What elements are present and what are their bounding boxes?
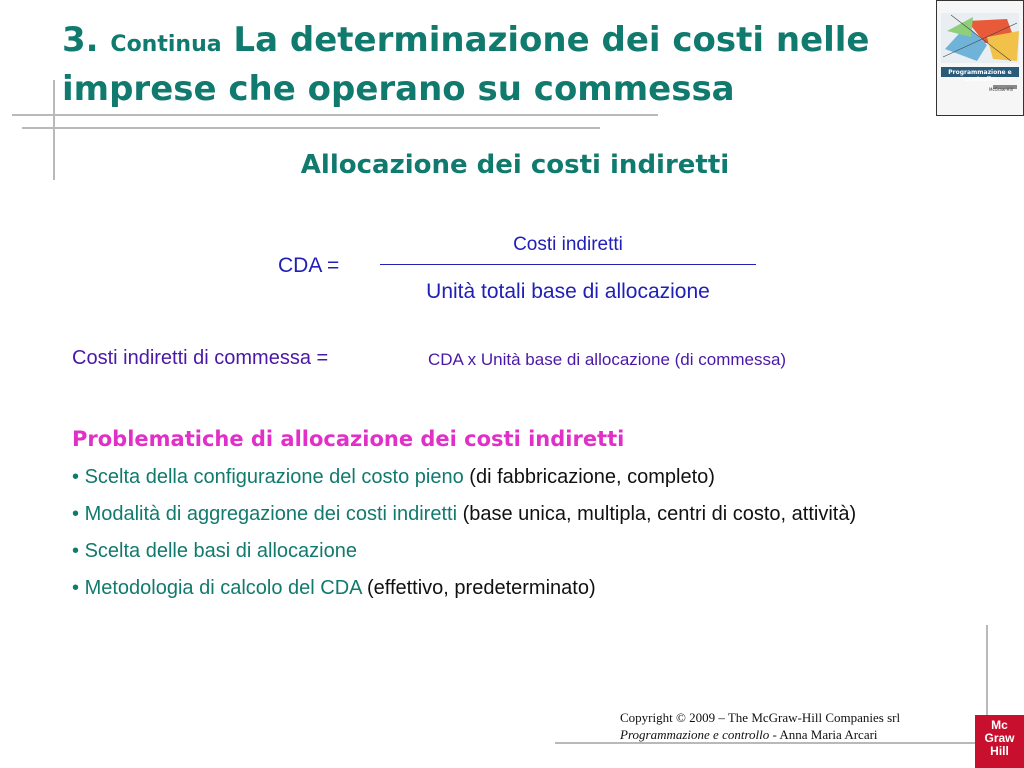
commessa-value: CDA x Unità base di allocazione (di commessa): [428, 350, 787, 369]
list-item: [72, 463, 942, 491]
logo-line-2: Graw: [984, 731, 1015, 745]
bullet-icon: •: [72, 503, 80, 525]
bullet-icon: •: [72, 540, 80, 562]
item-tail: (base unica, multipla, centri di costo, attività): [462, 503, 857, 525]
book-title: Programmazione e controllo: [620, 727, 770, 742]
formula-numerator: Costi indiretti: [513, 234, 623, 255]
problems-title: Problematiche di allocazione dei costi indiretti: [72, 427, 625, 451]
mcgraw-hill-logo: [975, 715, 1024, 768]
copyright-text: Copyright © 2009 – The McGraw-Hill Companies srl: [620, 710, 901, 725]
fraction-bar: [380, 264, 756, 265]
item-highlight: Modalità di aggregazione dei costi indiretti: [84, 503, 458, 525]
item-highlight: Scelta delle basi di allocazione: [84, 540, 357, 562]
book-cover-image: [936, 0, 1024, 116]
decor-line-top: [12, 114, 658, 116]
author-name: - Anna Maria Arcari: [772, 727, 878, 742]
cover-art-icon: [937, 1, 1023, 115]
copyright-notice: [620, 709, 970, 743]
formula-denominator: Unità totali base di allocazione: [426, 280, 710, 303]
title-text: La determinazione dei costi nelle imprese che operano su commessa: [62, 20, 870, 109]
cover-title: Programmazione e controllo: [948, 69, 1012, 83]
list-item: [72, 574, 942, 602]
logo-line-1: Mc: [991, 718, 1008, 732]
page-title: [62, 18, 932, 111]
bullet-icon: •: [72, 466, 80, 488]
item-highlight: Metodologia di calcolo del CDA: [84, 577, 362, 599]
section-number: 3.: [62, 20, 99, 60]
continua-label: Continua: [110, 32, 222, 57]
item-highlight: Scelta della configurazione del costo pieno: [84, 466, 464, 488]
book-credit: [620, 726, 970, 743]
section-subtitle: Allocazione dei costi indiretti: [300, 150, 730, 180]
list-item: [72, 500, 942, 528]
item-tail: (effettivo, predeterminato): [366, 577, 596, 599]
formula-lhs: CDA =: [278, 254, 340, 277]
bullet-icon: •: [72, 577, 80, 599]
decor-line-top-2: [22, 127, 600, 129]
list-item: [72, 537, 942, 565]
item-tail: (di fabbricazione, completo): [469, 466, 715, 488]
problems-list: [72, 463, 942, 611]
logo-line-3: Hill: [990, 744, 1009, 758]
cover-publisher: McGraw-Hill: [989, 87, 1013, 92]
commessa-label: Costi indiretti di commessa =: [72, 347, 329, 369]
